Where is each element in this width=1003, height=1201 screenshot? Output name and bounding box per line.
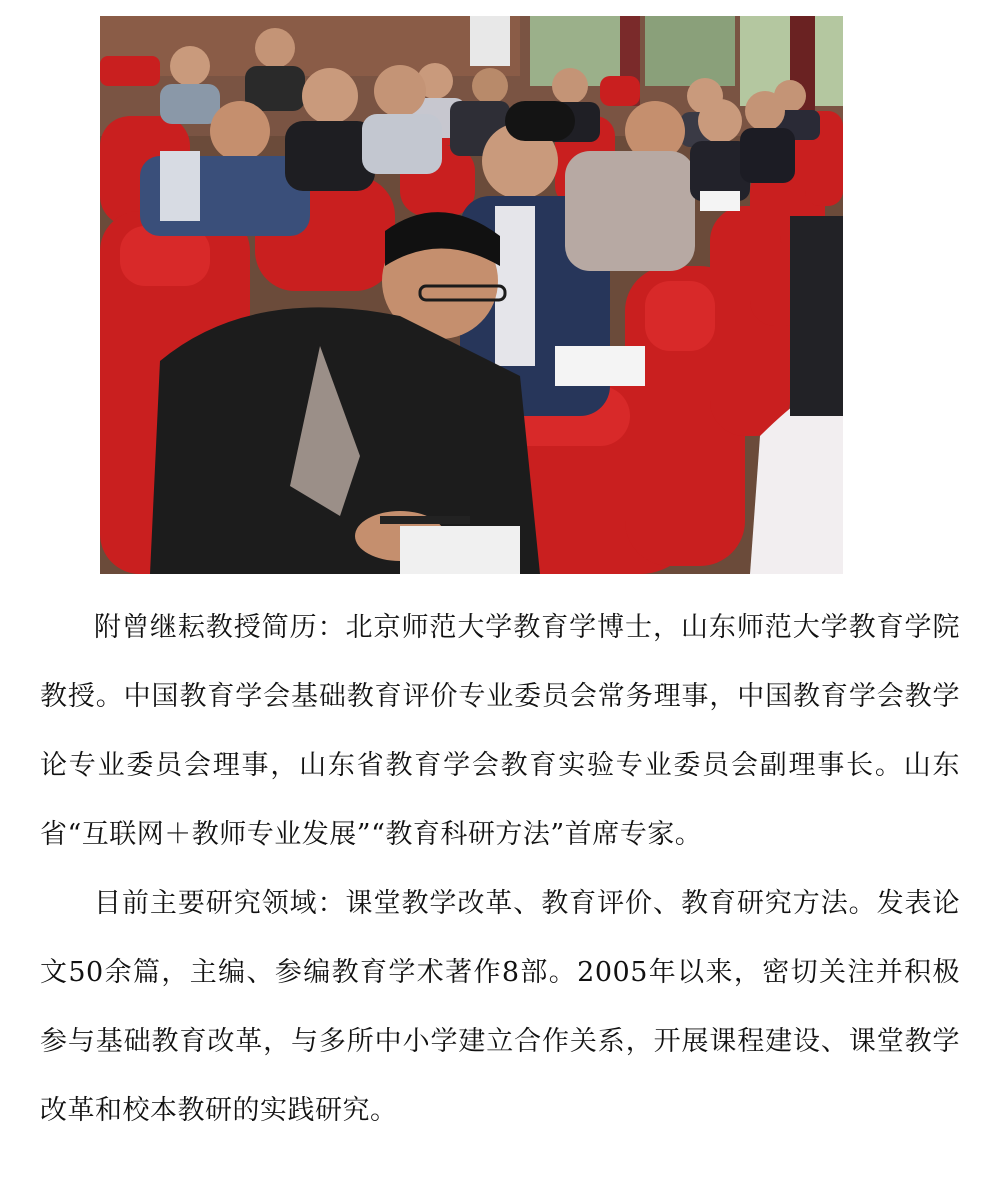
conference-photo: [100, 16, 843, 574]
conference-photo-illustration: [100, 16, 843, 574]
research-paragraph: 目前主要研究领域：课堂教学改革、教育评价、教育研究方法。发表论文50余篇，主编、参编教育学术著作8部。2005年以来，密切关注并积极参与基础教育改革，与多所中小学建立合作关系，开展课程建设、课堂教学改革和校本教研的实践研究。: [40, 888, 960, 1126]
biography-paragraph: 附曾继耘教授简历：北京师范大学教育学博士，山东师范大学教育学院教授。中国教育学会基础教育评价专业委员会常务理事，中国教育学会教学论专业委员会理事，山东省教育学会教育实验专业委员会副理事长。山东省“互联网＋教师专业发展”“教育科研方法”首席专家。: [40, 612, 960, 850]
biography-text: [40, 593, 960, 1145]
